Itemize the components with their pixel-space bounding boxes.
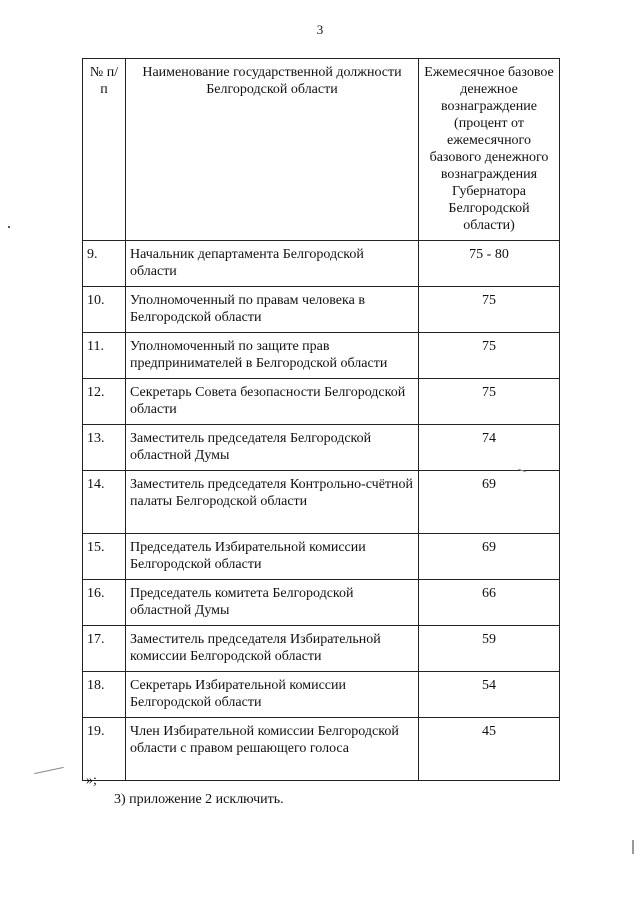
row-position: Уполномоченный по защите прав предпринимателей в Белгородской области: [126, 333, 419, 379]
row-position: Член Избирательной комиссии Белгородской области с правом решающего голоса: [126, 718, 419, 781]
row-rate: 75: [419, 333, 560, 379]
row-rate: 69: [419, 534, 560, 580]
row-number: 14.: [83, 471, 126, 534]
table-row: [83, 471, 560, 534]
table-row: [83, 580, 560, 626]
row-number: 13.: [83, 425, 126, 471]
row-number: 18.: [83, 672, 126, 718]
closing-quote: »;: [86, 773, 97, 788]
row-number: 11.: [83, 333, 126, 379]
row-position: Председатель комитета Белгородской областной Думы: [126, 580, 419, 626]
row-rate: 59: [419, 626, 560, 672]
row-rate: 54: [419, 672, 560, 718]
row-number: 16.: [83, 580, 126, 626]
table-row: [83, 379, 560, 425]
table-row: [83, 425, 560, 471]
scan-speck: [632, 840, 634, 854]
row-rate: 66: [419, 580, 560, 626]
row-number: 9.: [83, 241, 126, 287]
scan-speck: [8, 226, 10, 228]
table-row: [83, 287, 560, 333]
row-position: Заместитель председателя Белгородской областной Думы: [126, 425, 419, 471]
header-position: Наименование государственной должности Белгородской области: [126, 59, 419, 241]
row-number: 17.: [83, 626, 126, 672]
table-row: [83, 626, 560, 672]
row-position: Председатель Избирательной комиссии Белгородской области: [126, 534, 419, 580]
row-position: Уполномоченный по правам человека в Белгородской области: [126, 287, 419, 333]
scan-speck: [34, 767, 64, 774]
row-rate: 75: [419, 287, 560, 333]
table-header-row: [83, 59, 560, 241]
row-rate: 74: [419, 425, 560, 471]
header-number: № п/п: [83, 59, 126, 241]
row-position: Секретарь Избирательной комиссии Белгородской области: [126, 672, 419, 718]
row-position: Начальник департамента Белгородской области: [126, 241, 419, 287]
salary-table: [82, 58, 560, 781]
table-row: [83, 534, 560, 580]
table-row: [83, 672, 560, 718]
row-position: Заместитель председателя Контрольно-счётной палаты Белгородской области: [126, 471, 419, 534]
row-rate: 69: [419, 471, 560, 534]
page-number: 3: [316, 22, 324, 37]
row-number: 19.: [83, 718, 126, 781]
row-number: 15.: [83, 534, 126, 580]
row-number: 10.: [83, 287, 126, 333]
row-rate: 75 - 80: [419, 241, 560, 287]
row-rate: 45: [419, 718, 560, 781]
row-rate: 75: [419, 379, 560, 425]
row-position: Секретарь Совета безопасности Белгородской области: [126, 379, 419, 425]
table-row: [83, 718, 560, 781]
row-position: Заместитель председателя Избирательной комиссии Белгородской области: [126, 626, 419, 672]
row-number: 12.: [83, 379, 126, 425]
table-row: [83, 333, 560, 379]
table-row: [83, 241, 560, 287]
header-rate: Ежемесячное базовое денежное вознаграждение (процент от ежемесячного базового денежного вознаграждения Губернатора Белгородской области): [419, 59, 560, 241]
amendment-item-3: 3) приложение 2 исключить.: [114, 792, 284, 807]
